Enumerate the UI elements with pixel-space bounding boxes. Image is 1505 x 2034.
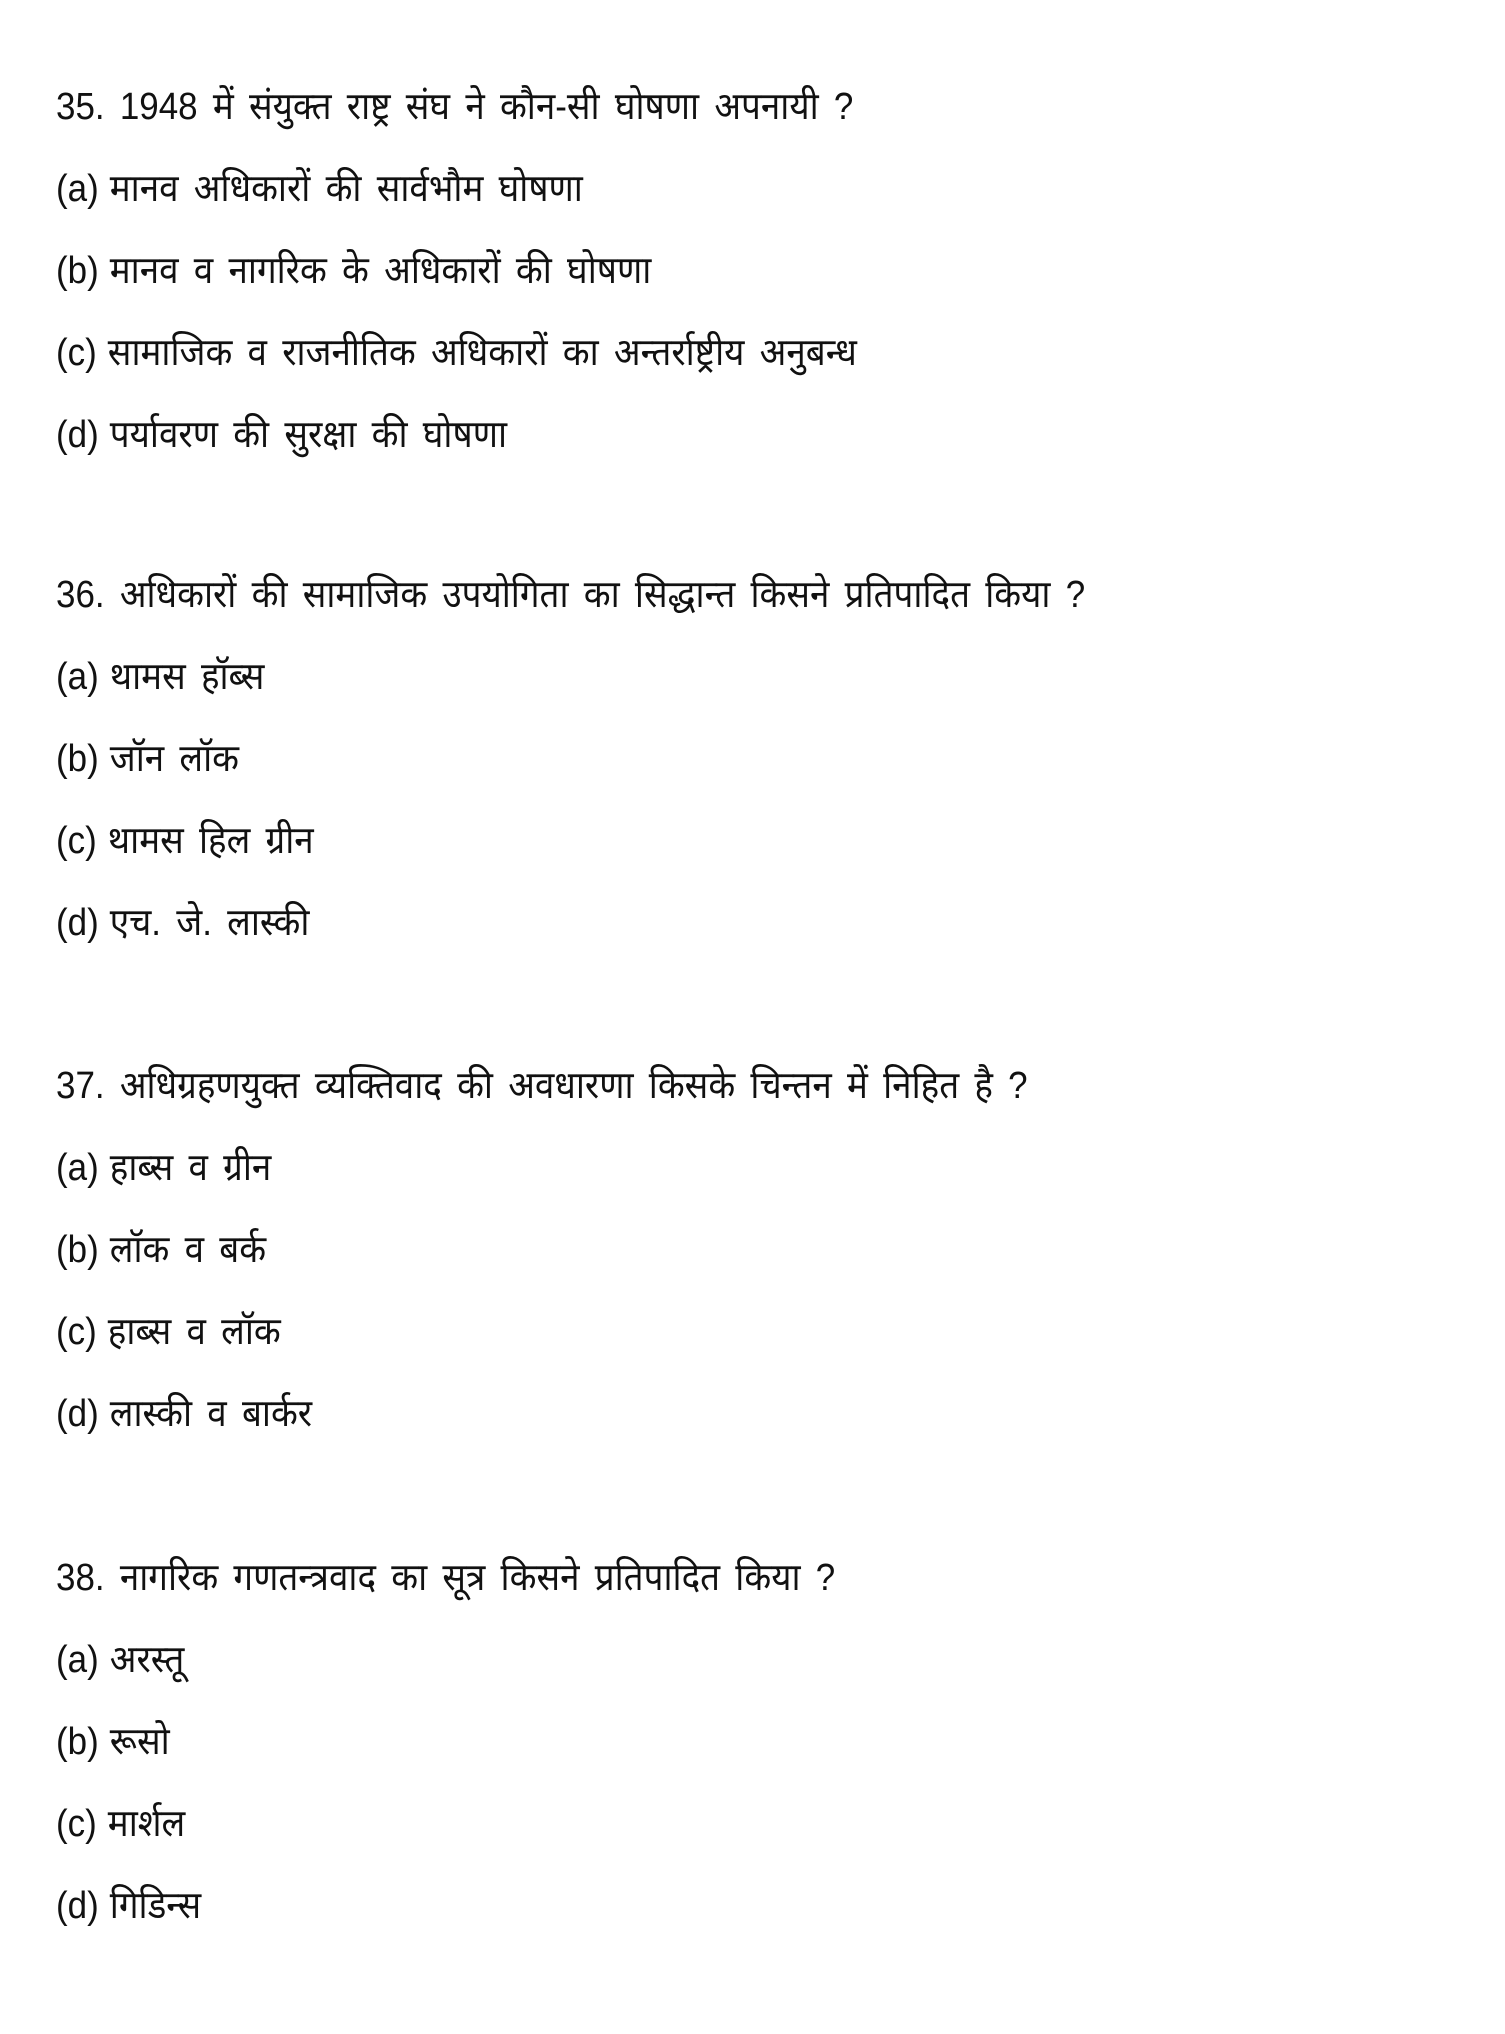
- option-text: लास्की व बार्कर: [109, 1393, 313, 1435]
- option-label: (b): [56, 250, 99, 292]
- option-c: [56, 1308, 281, 1356]
- option-text: लॉक व बर्क: [109, 1229, 267, 1271]
- option-text: एच. जे. लास्की: [109, 902, 310, 944]
- option-c: [56, 817, 314, 865]
- question-number: 37.: [56, 1065, 105, 1107]
- option-c: [56, 1800, 185, 1848]
- option-text: पर्यावरण की सुरक्षा की घोषणा: [109, 414, 508, 456]
- option-label: (c): [56, 820, 97, 862]
- question-text: नागरिक गणतन्त्रवाद का सूत्र किसने प्रतिपादित किया ?: [119, 1557, 836, 1599]
- question-text: अधिकारों की सामाजिक उपयोगिता का सिद्धान्त किसने प्रतिपादित किया ?: [119, 574, 1086, 616]
- option-label: (a): [56, 656, 99, 698]
- option-label: (b): [56, 738, 99, 780]
- question-number: 35.: [56, 86, 105, 128]
- option-text: थामस हॉब्स: [109, 656, 265, 698]
- option-label: (c): [56, 1311, 97, 1353]
- option-b: [56, 735, 239, 783]
- question-text: 1948 में संयुक्त राष्ट्र संघ ने कौन-सी घोषणा अपनायी ?: [119, 86, 854, 128]
- option-text: अरस्तू: [109, 1639, 185, 1681]
- option-a: [56, 165, 583, 213]
- question-37: [56, 1062, 1028, 1110]
- option-label: (b): [56, 1229, 99, 1271]
- option-label: (a): [56, 1639, 99, 1681]
- option-b: [56, 1718, 170, 1766]
- question-number: 38.: [56, 1557, 105, 1599]
- option-a: [56, 1144, 271, 1192]
- option-d: [56, 899, 309, 947]
- option-text: सामाजिक व राजनीतिक अधिकारों का अन्तर्राष्ट्रीय अनुबन्ध: [107, 332, 857, 374]
- option-d: [56, 1882, 201, 1930]
- option-label: (b): [56, 1721, 99, 1763]
- option-a: [56, 1636, 184, 1684]
- question-38: [56, 1554, 835, 1602]
- option-a: [56, 653, 264, 701]
- question-number: 36.: [56, 574, 105, 616]
- option-label: (d): [56, 1885, 99, 1927]
- option-text: रूसो: [109, 1721, 170, 1763]
- option-label: (c): [56, 332, 97, 374]
- option-d: [56, 1390, 312, 1438]
- option-label: (a): [56, 168, 99, 210]
- option-label: (d): [56, 902, 99, 944]
- option-text: जॉन लॉक: [109, 738, 240, 780]
- question-35: [56, 83, 853, 131]
- option-b: [56, 1226, 266, 1274]
- option-b: [56, 247, 651, 295]
- option-text: हाब्स व ग्रीन: [109, 1147, 272, 1189]
- option-text: मानव अधिकारों की सार्वभौम घोषणा: [109, 168, 583, 210]
- question-36: [56, 571, 1085, 619]
- option-label: (d): [56, 1393, 99, 1435]
- option-label: (c): [56, 1803, 97, 1845]
- option-text: मार्शल: [107, 1803, 186, 1845]
- option-d: [56, 411, 507, 459]
- question-text: अधिग्रहणयुक्त व्यक्तिवाद की अवधारणा किसके चिन्तन में निहित है ?: [119, 1065, 1028, 1107]
- option-label: (d): [56, 414, 99, 456]
- option-text: थामस हिल ग्रीन: [107, 820, 314, 862]
- option-text: हाब्स व लॉक: [107, 1311, 281, 1353]
- option-text: गिडिन्स: [109, 1885, 202, 1927]
- option-text: मानव व नागरिक के अधिकारों की घोषणा: [109, 250, 652, 292]
- option-label: (a): [56, 1147, 99, 1189]
- option-c: [56, 329, 857, 377]
